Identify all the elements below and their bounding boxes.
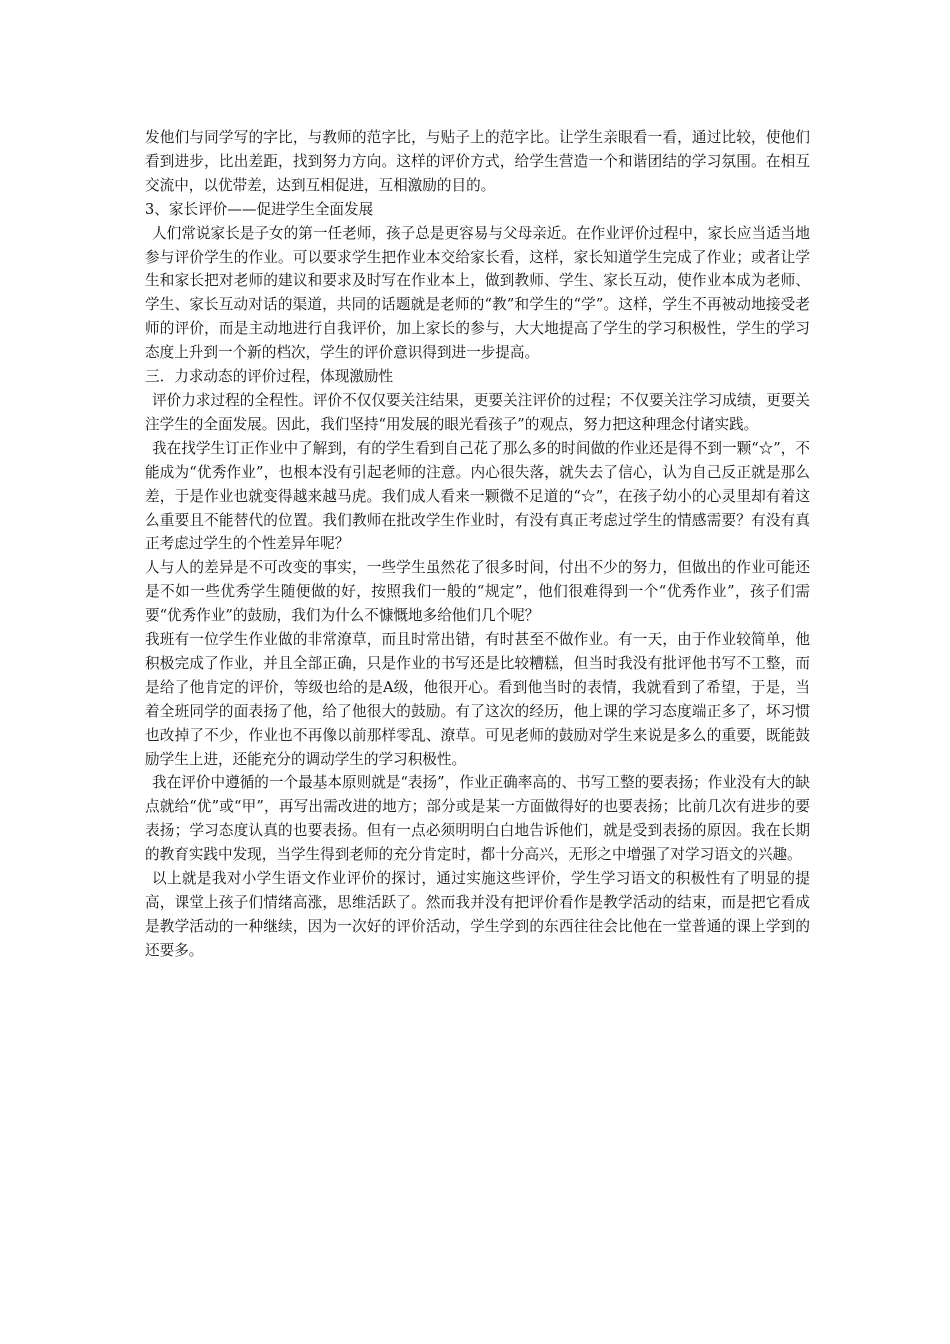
paragraph-conclusion: 以上就是我对小学生语文作业评价的探讨，通过实施这些评价，学生学习语文的积极性有了明显的提高，课堂上孩子们情绪高涨，思维活跃了。然而我并没有把评价看作是教学活动的结束，而是把它看成是教学活动的一种继续，因为一次好的评价活动，学生学到的东西往往会比他在一堂普通的课上学到的还要多。 <box>145 870 810 959</box>
paragraph-parent-evaluation: 人们常说家长是子女的第一任老师，孩子总是更容易与父母亲近。在作业评价过程中，家长应当适当地参与评价学生的作业。可以要求学生把作业本交给家长看，这样，家长知道学生完成了作业；或者让学生和家长把对老师的建议和要求及时写在作业本上，做到教师、学生、家长互动，使作业本成为老师、学生、家长互动对话的渠道，共同的话题就是老师的“教”和学生的“学”。这样，学生不再被动地接受老师的评价，而是主动地进行自我评价，加上家长的参与，大大地提高了学生的学习积极性，学生的学习态度上升到一个新的档次，学生的评价意识得到进一步提高。 <box>145 224 810 362</box>
paragraph-star-rating: 我在找学生订正作业中了解到，有的学生看到自己花了那么多的时间做的作业还是得不到一颗“☆”，不能成为“优秀作业”，也根本没有引起老师的注意。内心很失落，就失去了信心，认为自己反正就是那么差，于是作业也就变得越来越马虎。我们成人看来一颗微不足道的“☆”，在孩子幼小的心灵里却有着这么重要且不能替代的位置。我们教师在批改学生作业时，有没有真正考虑过学生的情感需要？有没有真正考虑过学生的个性差异年呢？ <box>145 439 810 553</box>
paragraph-student-example: 我班有一位学生作业做的非常潦草，而且时常出错，有时甚至不做作业。有一天，由于作业较简单，他积极完成了作业，并且全部正确，只是作业的书写还是比较糟糕，但当时我没有批评他书写不工整，而是给了他肯定的评价，等级也给的是A级，他很开心。看到他当时的表情，我就看到了希望，于是，当着全班同学的面表扬了他，给了他很大的鼓励。有了这次的经历，他上课的学习态度端正多了，坏习惯也改掉了不少，作业也不再像以前那样零乱、潦草。可见老师的鼓励对学生来说是多么的重要，既能鼓励学生上进，还能充分的调动学生的学习积极性。 <box>145 631 810 768</box>
section-heading-parent-evaluation: 3、家长评价——促进学生全面发展 <box>145 200 374 218</box>
paragraph-process-evaluation: 评价力求过程的全程性。评价不仅仅要关注结果，更要关注评价的过程；不仅要关注学习成绩，更要关注学生的全面发展。因此，我们坚持“用发展的眼光看孩子”的观点，努力把这种理念付诸实践。 <box>145 391 810 433</box>
section-heading-dynamic-evaluation: 三．力求动态的评价过程，体现激励性 <box>145 368 394 386</box>
paragraph-individual-differences: 人与人的差异是不可改变的事实，一些学生虽然花了很多时间，付出不少的努力，但做出的作业可能还是不如一些优秀学生随便做的好，按照我们一般的“规定”，他们很难得到一个“优秀作业”，孩子们需要“优秀作业”的鼓励，我们为什么不慷慨地多给他们几个呢？ <box>145 559 810 625</box>
paragraph-praise-principle: 我在评价中遵循的一个最基本原则就是“表扬”，作业正确率高的、书写工整的要表扬；作业没有大的缺点就给“优”或“甲”，再写出需改进的地方；部分或是某一方面做得好的也要表扬；比前几次有进步的要表扬；学习态度认真的也要表扬。但有一点必须明明白白地告诉他们，就是受到表扬的原因。我在长期的教育实践中发现，当学生得到老师的充分肯定时，都十分高兴，无形之中增强了对学习语文的兴趣。 <box>145 774 810 864</box>
document-page <box>145 126 810 963</box>
paragraph-continued-comparison: 发他们与同学写的字比，与教师的范字比，与贴子上的范字比。让学生亲眼看一看，通过比较，使他们看到进步，比出差距，找到努力方向。这样的评价方式，给学生营造一个和谐团结的学习氛围。在相互交流中，以优带差，达到互相促进，互相激励的目的。 <box>145 129 810 194</box>
